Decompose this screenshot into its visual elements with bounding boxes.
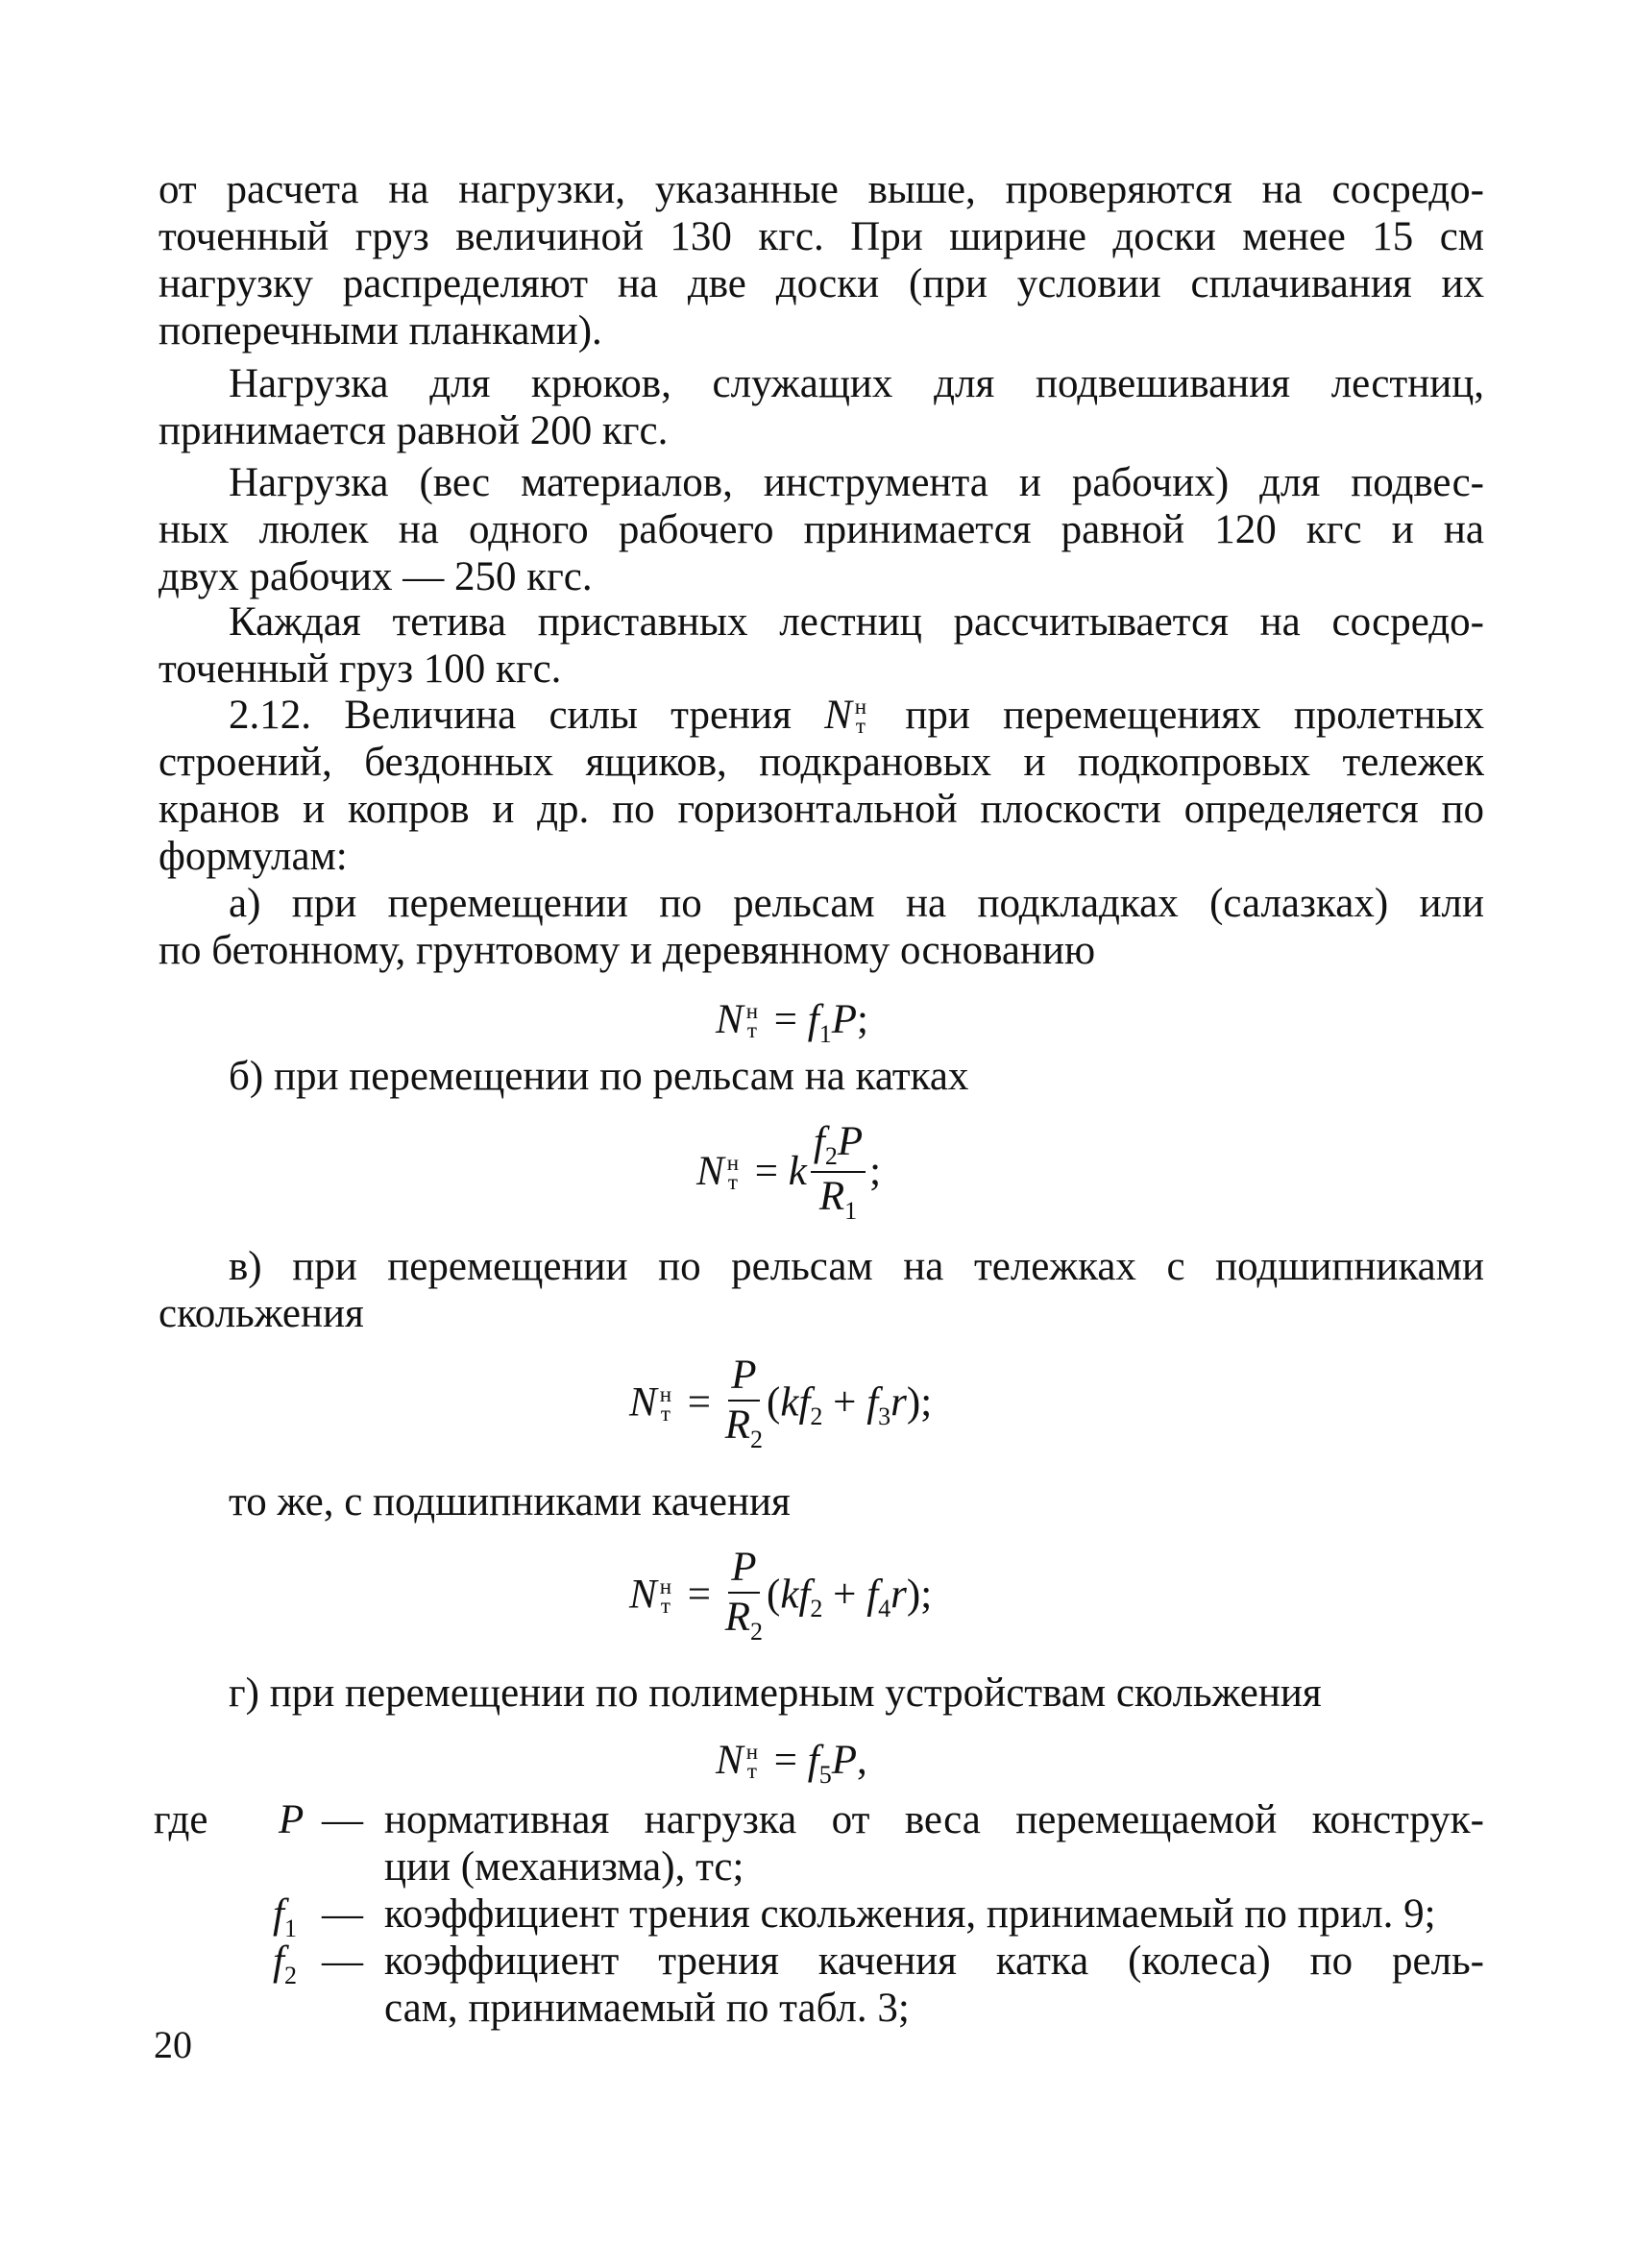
text-line: в) при перемещении по рельсам на тележках с подшипниками	[229, 1244, 1484, 1289]
text-line: точенный груз величиной 130 кгс. При ширине доски менее 15 см	[159, 214, 1484, 259]
text-line: двух рабочих — 250 кгс.	[159, 554, 593, 599]
text-line: точенный груз 100 кгс.	[159, 646, 562, 692]
where-label: где	[154, 1797, 208, 1842]
text-line: ных люлек на одного рабочего принимается равной 120 кгс и на	[159, 507, 1484, 552]
where-P-line: нормативная нагрузка от веса перемещаемой конструк-	[384, 1797, 1484, 1842]
text-line: а) при перемещении по рельсам на подкладках (салазках) или	[229, 881, 1484, 926]
text-line: Каждая тетива приставных лестниц рассчитывается на сосредо-	[229, 599, 1484, 645]
text-line: кранов и копров и др. по горизонтальной плоскости определяется по	[159, 787, 1484, 832]
text-line: г) при перемещении по полимерным устройствам скольжения	[229, 1671, 1322, 1716]
text-line: то же, с подшипниками качения	[229, 1479, 791, 1524]
text-line: скольжения	[159, 1291, 364, 1336]
where-symbol-f1: $f_1$	[273, 1891, 297, 1942]
text-line: Нагрузка (вес материалов, инструмента и рабочих) для подвес-	[229, 460, 1484, 505]
where-dash: —	[322, 1939, 363, 1984]
where-f2-line: коэффициент трения качения катка (колеса) по рель-	[384, 1939, 1484, 1984]
text-line: принимается равной 200 кгс.	[159, 408, 669, 453]
formula-g: N н т = $f_5P$,	[716, 1738, 867, 1789]
where-dash: —	[322, 1797, 363, 1842]
text-line: Нагрузка для крюков, служащих для подвешивания лестниц,	[229, 361, 1484, 406]
text-line: от расчета на нагрузки, указанные выше, проверяются на сосредо-	[159, 167, 1484, 212]
where-f1-line: коэффициент трения скольжения, принимаемый по прил. 9;	[384, 1891, 1436, 1937]
text-line: по бетонному, грунтовому и деревянному основанию	[159, 928, 1096, 973]
formula-v2: N н т = $\frac{P}{R_2}$ $(kf_2 + f_4r)$;	[629, 1545, 933, 1646]
page-number: 20	[154, 2023, 192, 2066]
formula-v: N н т = $\frac{P}{R_2}$ $(kf_2 + f_3r)$;	[629, 1353, 933, 1453]
where-symbol-P: P	[279, 1797, 305, 1842]
text-line: б) при перемещении по рельсам на катках	[229, 1054, 969, 1099]
clause-text-after: при перемещениях пролетных	[905, 693, 1485, 738]
where-P-line: ции (механизма), тс;	[384, 1844, 744, 1890]
where-symbol-f2: $f_2$	[273, 1939, 297, 1989]
formula-a: N н т = $f_1P$;	[716, 997, 868, 1048]
friction-force-symbol: N н т	[824, 693, 867, 739]
text-line: строений, бездонных ящиков, подкрановых и подкопровых тележек	[159, 740, 1484, 785]
where-dash: —	[322, 1891, 363, 1937]
text-line: поперечными планками).	[159, 308, 602, 354]
text-line: нагрузку распределяют на две доски (при условии сплачивания их	[159, 261, 1484, 306]
formula-b: N н т = k $\frac{f_2P}{R_1}$ ;	[696, 1119, 882, 1225]
text-line: формулам:	[159, 834, 348, 879]
clause-first-line	[159, 692, 1484, 740]
where-f2-line: сам, принимаемый по табл. 3;	[384, 1986, 910, 2031]
clause-text-before: 2.12. Величина силы трения	[229, 693, 792, 738]
